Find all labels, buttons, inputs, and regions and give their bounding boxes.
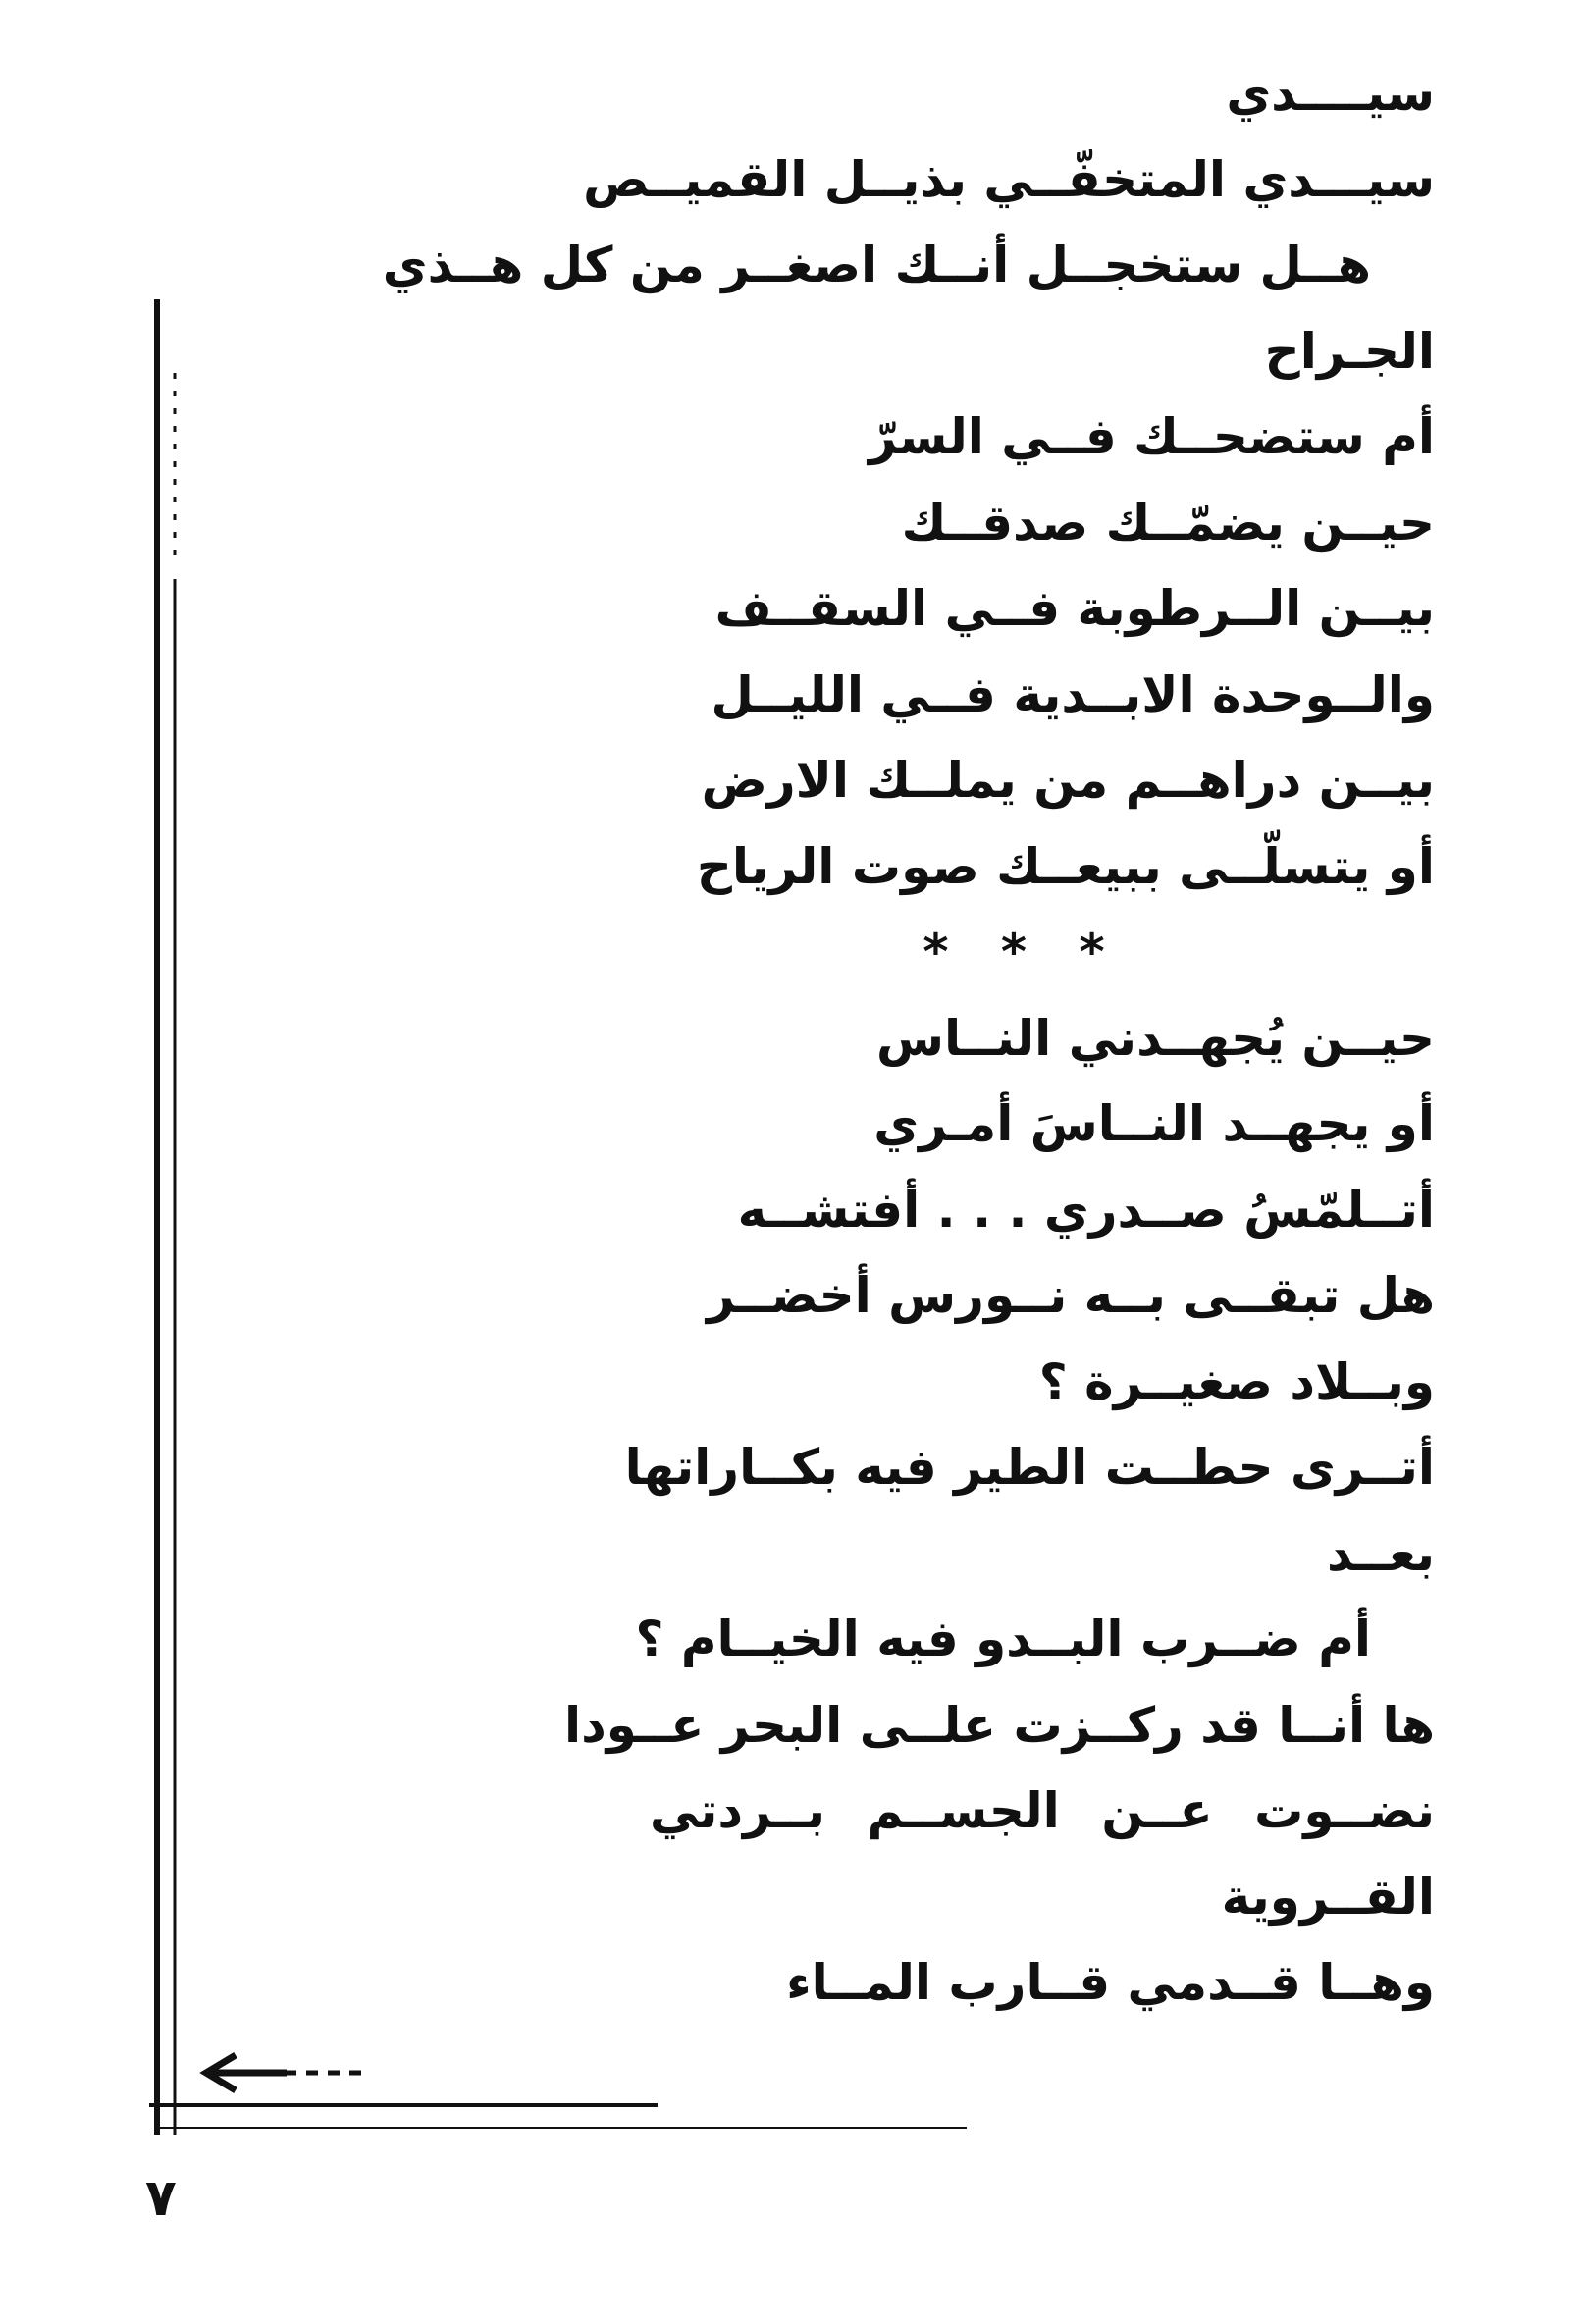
poem-line: وبــلاد صغيــرة ؟ [1038,1352,1435,1410]
poem-line: أم ستضحــك فــي السرّ [868,408,1435,465]
poem-line: سيــــدي [1226,65,1435,122]
stanza-separator: * * * [923,924,1123,980]
poem-line: أو يتسلّــى ببيعــك صوت الرياح [696,837,1435,895]
poem-line: بيــن الــرطوبة فــي السقــف [714,580,1435,637]
poem-line: والــوحدة الابــدية فــي الليــل [711,665,1435,723]
poem-line: القــروية [1221,1868,1435,1926]
poem-line: هل تبقــى بــه نــورس أخضــر [707,1267,1435,1324]
page-number: ٧ [145,2169,177,2228]
poem-line: أم ضــرب البــدو فيه الخيــام ؟ [635,1611,1371,1667]
poem-line: نضــوت عــن الجســم بــردتي [650,1782,1435,1839]
poem-line: وهــا قــدمي قــارب المــاء [786,1954,1435,2011]
poem [382,51,1435,2027]
poem-line: أتــلمّسُ صــدري . . . أفتشــه [737,1181,1435,1239]
left-arrow-icon [206,2055,287,2090]
poem-line: هــل ستخجــل أنــك اصغــر من كل هــذي [382,237,1371,293]
poem-line: حيــن يضمّــك صدقــك [901,494,1435,552]
poem-line: ها أنــا قد ركــزت علــى البحر عــودا [563,1696,1435,1754]
poem-line: الجـراح [1264,322,1435,380]
poem-line: سيـــدي المتخفّــي بذيــل القميــص [583,150,1435,208]
poem-line: أتــرى حطــت الطير فيه بكــاراتها [624,1439,1435,1496]
poem-line: حيــن يُجهــدني النــاس [876,1009,1435,1067]
poem-line: بعــد [1326,1524,1435,1582]
poem-line: بيــن دراهــم من يملــك الارض [701,752,1435,809]
poem-line: أو يجهــد النــاسَ أمـري [873,1095,1435,1152]
